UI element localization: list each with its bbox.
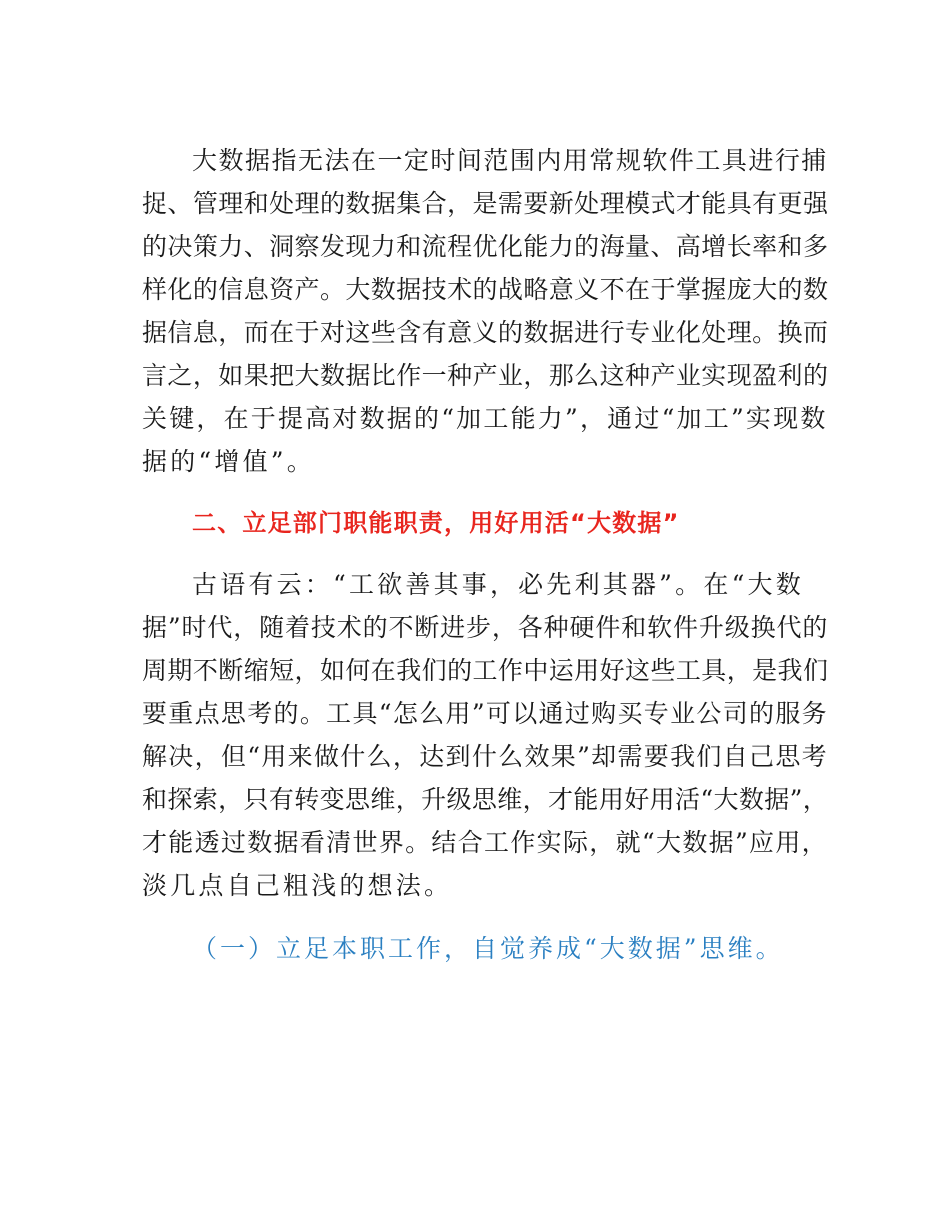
paragraph-line: 要重点思考的。工具“怎么用”可以通过购买专业公司的服务 <box>142 699 828 728</box>
paragraph-line: 据信息，而在于对这些含有意义的数据进行专业化处理。换而 <box>142 318 829 347</box>
paragraph-line: 解决，但“用来做什么，达到什么效果”却需要我们自己思考 <box>142 742 828 771</box>
paragraph-line: 样化的信息资产。大数据技术的战略意义不在于掌握庞大的数 <box>142 275 829 304</box>
paragraph-line: 捉、管理和处理的数据集合，是需要新处理模式才能具有更强 <box>142 189 829 218</box>
subsection-heading: （一）立足本职工作，自觉养成“大数据”思维。 <box>192 934 784 963</box>
section-heading: 二、立足部门职能职责，用好用活“大数据” <box>192 509 680 537</box>
paragraph-line: 淡几点自己粗浅的想法。 <box>142 871 453 900</box>
paragraph-line: 大数据指无法在一定时间范围内用常规软件工具进行捕 <box>192 146 828 175</box>
paragraph-line: 的决策力、洞察发现力和流程优化能力的海量、高增长率和多 <box>142 232 829 261</box>
paragraph-line: 关键，在于提高对数据的“加工能力”，通过“加工”实现数 <box>142 404 828 433</box>
paragraph-line: 周期不断缩短，如何在我们的工作中运用好这些工具，是我们 <box>142 656 829 685</box>
paragraph-line: 据的“增值”。 <box>142 447 315 476</box>
paragraph-line: 言之，如果把大数据比作一种产业，那么这种产业实现盈利的 <box>142 361 829 390</box>
paragraph-line: 古语有云：“工欲善其事，必先利其器”。在“大数 <box>192 570 804 599</box>
paragraph-line: 和探索，只有转变思维，升级思维，才能用好用活“大数据”， <box>142 785 829 814</box>
paragraph-line: 据”时代，随着技术的不断进步，各种硬件和软件升级换代的 <box>142 613 829 642</box>
paragraph-line: 才能透过数据看清世界。结合工作实际，就“大数据”应用， <box>142 828 828 857</box>
